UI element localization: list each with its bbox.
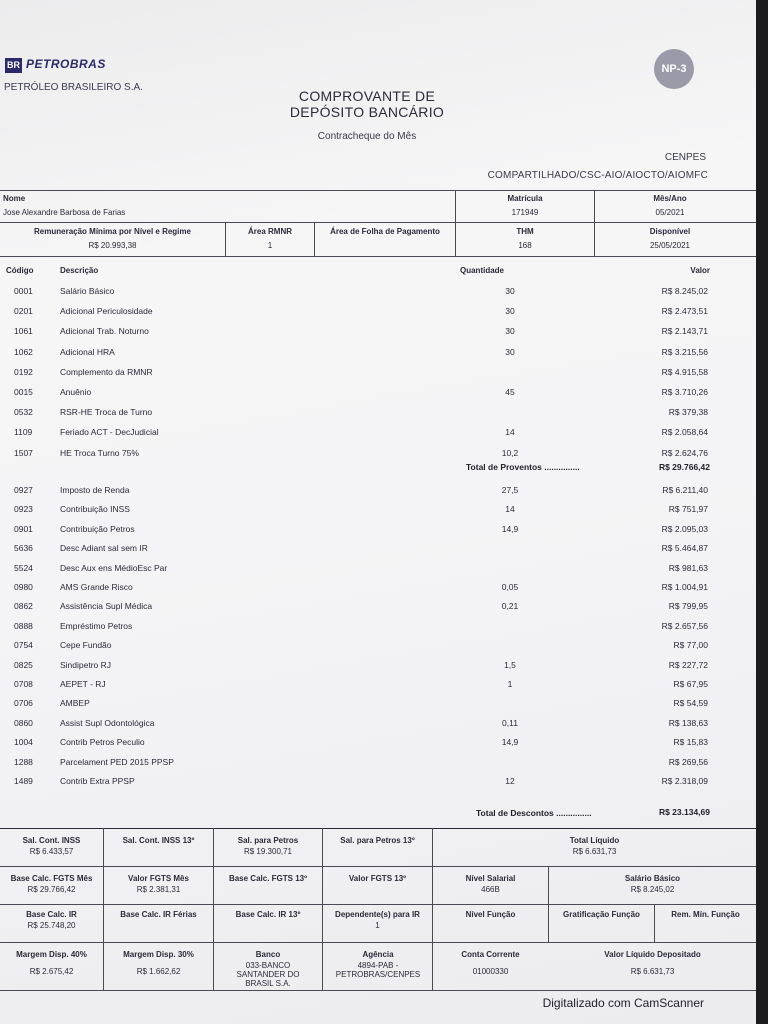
- row-value: R$ 15,83: [673, 737, 708, 748]
- summary-branch-label: Agência: [362, 950, 394, 959]
- payroll-area-label: Área de Folha de Pagamento: [330, 227, 440, 236]
- summary-fgts-13-value-label: Valor FGTS 13º: [348, 874, 407, 883]
- row-description: Adicional Periculosidade: [60, 306, 153, 317]
- row-description: Sindipetro RJ: [60, 659, 112, 670]
- row-code: 1489: [14, 776, 33, 786]
- row-quantity: 45: [505, 387, 515, 397]
- row-description: Complemento da RMNR: [60, 366, 153, 377]
- summary-function-min-pay: [655, 910, 756, 921]
- summary-net-total: [433, 836, 756, 856]
- row-code: 0001: [14, 286, 33, 296]
- row-description: Adicional HRA: [60, 346, 115, 357]
- table-row: [0, 601, 756, 621]
- row-description: AMBEP: [60, 698, 90, 709]
- month-year-label: Mês/Ano: [653, 194, 687, 203]
- row-code: 0754: [14, 640, 33, 651]
- row-code: 0825: [14, 659, 33, 670]
- row-description: Imposto de Renda: [60, 485, 130, 495]
- area-rmnr-value: 1: [267, 241, 273, 250]
- row-quantity: 14: [505, 504, 515, 515]
- summary-margin-30-value: R$ 1.662,62: [136, 967, 181, 976]
- summary-bank-label: Banco: [255, 950, 281, 959]
- summary-ir-dependents-label: Dependente(s) para IR: [335, 910, 420, 919]
- area-rmnr-label: Área RMNR: [247, 227, 292, 236]
- summary-ir-dependents-value: 1: [375, 921, 380, 930]
- row-value: R$ 67,95: [673, 679, 708, 689]
- column-header-value: Valor: [690, 266, 710, 275]
- summary-ir-vacation-base-label: Base Calc. IR Férias: [120, 910, 197, 919]
- table-row: [0, 306, 756, 326]
- column-header-quantity: Quantidade: [460, 266, 505, 275]
- row-description: AEPET - RJ: [60, 679, 106, 689]
- row-code: 0862: [14, 601, 33, 612]
- row-value: R$ 8.245,02: [661, 286, 708, 296]
- row-value: R$ 4.915,58: [661, 366, 708, 377]
- row-description: Adicional Trab. Noturno: [60, 326, 149, 337]
- summary-salary-level-label: Nível Salarial: [465, 874, 516, 883]
- summary-account-label: Conta Corrente: [461, 950, 520, 959]
- row-description: Feriado ACT - DecJudicial: [60, 427, 159, 438]
- row-value: R$ 6.211,40: [662, 485, 708, 495]
- summary-function-bonus-label: Gratificação Função: [563, 910, 640, 919]
- row-value: R$ 981,63: [668, 562, 708, 573]
- summary-function-bonus: [549, 910, 654, 921]
- summary-salary-level: [433, 874, 548, 894]
- row-value: R$ 77,00: [673, 640, 708, 651]
- summary-fgts-13-base: [214, 874, 322, 885]
- row-description: Salário Básico: [60, 286, 115, 296]
- table-row: [0, 504, 756, 524]
- row-code: 1109: [14, 427, 33, 438]
- row-quantity: 30: [505, 306, 515, 317]
- summary-inss-label: Sal. Cont. INSS: [22, 836, 81, 845]
- summary-ir-dependents: [323, 910, 432, 930]
- row-code: 0532: [14, 407, 33, 418]
- summary-margin-40: [0, 950, 103, 976]
- row-description: AMS Grande Risco: [60, 582, 133, 592]
- row-code: 1062: [14, 346, 33, 357]
- summary-account: [433, 950, 548, 976]
- sharing-code: COMPARTILHADO/CSC-AIO/AIOCTO/AIOMFC: [487, 170, 708, 181]
- row-code: 1507: [14, 447, 33, 458]
- row-quantity: 30: [505, 286, 515, 296]
- summary-inss-value: R$ 6.433,57: [29, 847, 74, 856]
- summary-bank-value: 033-BANCO SANTANDER DO BRASIL S.A.: [236, 961, 300, 988]
- row-code: 0927: [14, 485, 33, 495]
- table-row: [0, 286, 756, 306]
- row-quantity: 0,11: [502, 717, 518, 728]
- row-value: R$ 5.464,87: [661, 543, 708, 554]
- row-code: 0888: [14, 620, 33, 631]
- summary-function-level: [433, 910, 548, 921]
- row-value: R$ 227,72: [668, 659, 708, 670]
- column-header-description: Descrição: [60, 266, 99, 275]
- table-row: [0, 448, 756, 468]
- registration-value: 171949: [511, 208, 539, 217]
- table-row: [0, 776, 756, 796]
- row-description: Contrib Petros Peculio: [60, 737, 145, 748]
- document-title-line2: DEPÓSITO BANCÁRIO: [289, 104, 445, 120]
- row-description: Desc Adiant sal sem IR: [60, 543, 148, 554]
- summary-petros-13-label: Sal. para Petros 13º: [340, 836, 415, 845]
- summary-net-deposited-label: Valor Líquido Depositado: [604, 950, 701, 959]
- table-row: [0, 757, 756, 777]
- row-quantity: 0,05: [501, 582, 519, 592]
- summary-ir-base: [0, 910, 103, 930]
- row-code: 0901: [14, 523, 33, 534]
- row-value: R$ 799,95: [668, 601, 708, 612]
- table-row: [0, 621, 756, 641]
- row-description: Parcelament PED 2015 PPSP: [60, 756, 174, 767]
- rmnr-label: Remuneração Mínima por Nível e Regime: [34, 227, 191, 236]
- row-description: Assistência Supl Médica: [60, 601, 153, 612]
- summary-petros-value: R$ 19.300,71: [243, 847, 293, 856]
- table-row: [0, 387, 756, 407]
- row-value: R$ 1.004,91: [661, 582, 708, 592]
- row-quantity: 1,5: [504, 659, 516, 670]
- company-name: PETRÓLEO BRASILEIRO S.A.: [4, 82, 143, 93]
- row-value: R$ 3.710,26: [661, 387, 708, 397]
- summary-inss: [0, 836, 103, 856]
- row-quantity: 14,9: [501, 737, 519, 748]
- available-date-value: 25/05/2021: [649, 241, 691, 250]
- row-code: 5636: [14, 543, 33, 554]
- table-row: [0, 543, 756, 563]
- document-subtitle: Contracheque do Mês: [317, 131, 417, 142]
- petrobras-logo-icon: BR: [5, 58, 22, 73]
- row-quantity: 14,9: [501, 523, 519, 534]
- employee-name: Jose Alexandre Barbosa de Farias: [3, 208, 126, 217]
- total-deductions-label: Total de Descontos ...............: [476, 808, 592, 818]
- total-earnings-label: Total de Proventos ...............: [466, 462, 580, 472]
- month-year-value: 05/2021: [655, 208, 685, 217]
- registration-label: Matrícula: [507, 194, 543, 203]
- row-quantity: 10,2: [501, 447, 519, 458]
- row-quantity: 27,5: [501, 485, 519, 495]
- summary-petros-13: [323, 836, 432, 847]
- summary-bank: [228, 950, 308, 988]
- row-value: R$ 379,38: [668, 407, 708, 418]
- scanner-watermark: Digitalizado com CamScanner: [542, 996, 704, 1010]
- summary-base-salary: [549, 874, 756, 894]
- summary-net-total-label: Total Líquido: [569, 836, 620, 845]
- summary-branch: [333, 950, 423, 979]
- summary-net-deposited: [549, 950, 756, 976]
- summary-ir-vacation-base: [104, 910, 213, 921]
- row-code: 0015: [14, 387, 33, 397]
- row-value: R$ 2.058,64: [661, 427, 708, 438]
- row-value: R$ 269,56: [668, 756, 708, 767]
- table-row: [0, 485, 756, 505]
- row-value: R$ 2.473,51: [661, 306, 708, 317]
- row-quantity: 12: [505, 776, 515, 786]
- summary-fgts-value-label: Valor FGTS Mês: [128, 874, 189, 883]
- summary-function-min-pay-label: Rem. Mín. Função: [671, 910, 740, 919]
- summary-fgts-13-base-label: Base Calc. FGTS 13º: [228, 874, 308, 883]
- summary-base-salary-value: R$ 8.245,02: [630, 885, 675, 894]
- row-description: Contribuição Petros: [60, 523, 135, 534]
- summary-ir-base-value: R$ 25.748,20: [27, 921, 76, 930]
- total-deductions-value: R$ 23.134,69: [658, 807, 710, 817]
- row-code: 0923: [14, 504, 33, 515]
- row-code: 1004: [14, 737, 33, 748]
- row-description: Assist Supl Odontológica: [60, 717, 155, 728]
- row-code: 0980: [14, 582, 33, 592]
- summary-fgts-13-value: [323, 874, 432, 885]
- summary-inss-13: [104, 836, 213, 847]
- scan-dark-edge: [756, 0, 768, 1024]
- summary-function-level-label: Nível Função: [465, 910, 516, 919]
- table-row: [0, 679, 756, 699]
- row-quantity: 14: [505, 427, 515, 438]
- summary-branch-value: 4894-PAB - PETROBRAS/CENPES: [335, 961, 421, 979]
- row-value: R$ 54,59: [673, 698, 708, 709]
- row-description: Anuênio: [60, 387, 92, 397]
- row-value: R$ 3.215,56: [661, 346, 708, 357]
- summary-petros: [214, 836, 322, 856]
- summary-inss-13-label: Sal. Cont. INSS 13º: [122, 836, 195, 845]
- summary-account-value: 01000330: [472, 967, 509, 976]
- table-row: [0, 367, 756, 387]
- table-row: [0, 326, 756, 346]
- summary-margin-30: [104, 950, 213, 976]
- row-value: R$ 2.318,09: [661, 776, 708, 786]
- row-description: Desc Aux ens MédioEsc Par: [60, 562, 168, 573]
- summary-petros-label: Sal. para Petros: [237, 836, 299, 845]
- row-value: R$ 2.624,76: [661, 447, 708, 458]
- document-title-line1: COMPROVANTE DE: [298, 88, 436, 104]
- summary-base-salary-label: Salário Básico: [624, 874, 681, 883]
- row-code: 1061: [14, 326, 33, 337]
- row-code: 0706: [14, 698, 33, 709]
- summary-ir-13-base: [214, 910, 322, 921]
- row-value: R$ 2.657,56: [661, 620, 708, 631]
- summary-margin-30-label: Margem Disp. 30%: [123, 950, 194, 959]
- summary-net-deposited-value: R$ 6.631,73: [630, 967, 675, 976]
- table-row: [0, 718, 756, 738]
- row-value: R$ 138,63: [668, 717, 708, 728]
- row-description: HE Troca Turno 75%: [60, 447, 139, 458]
- row-description: Contrib Extra PPSP: [60, 776, 135, 786]
- row-description: Contribuição INSS: [60, 504, 130, 515]
- row-code: 1288: [14, 756, 33, 767]
- row-code: 0201: [14, 306, 33, 317]
- summary-fgts-value: [104, 874, 213, 894]
- row-code: 0708: [14, 679, 33, 689]
- summary-margin-40-label: Margem Disp. 40%: [16, 950, 87, 959]
- row-quantity: 0,21: [501, 601, 519, 612]
- thm-label: THM: [516, 227, 534, 236]
- row-quantity: 1: [507, 679, 513, 689]
- column-header-code: Código: [6, 266, 34, 275]
- table-row: [0, 737, 756, 757]
- name-label: Nome: [3, 194, 26, 203]
- row-value: R$ 751,97: [668, 504, 708, 515]
- summary-net-total-value: R$ 6.631,73: [572, 847, 617, 856]
- table-row: [0, 407, 756, 427]
- table-row: [0, 640, 756, 660]
- table-row: [0, 524, 756, 544]
- summary-salary-level-value: 466B: [481, 885, 500, 894]
- available-date-label: Disponível: [649, 227, 691, 236]
- summary-fgts-value-value: R$ 2.381,31: [136, 885, 181, 894]
- total-earnings-value: R$ 29.766,42: [658, 462, 710, 472]
- row-value: R$ 2.143,71: [661, 326, 708, 337]
- np-badge: NP-3: [654, 49, 694, 89]
- row-code: 0192: [14, 366, 33, 377]
- row-quantity: 30: [505, 346, 515, 357]
- company-logo-text: PETROBRAS: [26, 57, 106, 71]
- summary-fgts-base-value: R$ 29.766,42: [27, 885, 76, 894]
- table-row: [0, 427, 756, 447]
- row-description: RSR-HE Troca de Turno: [60, 407, 153, 418]
- row-code: 0860: [14, 717, 33, 728]
- row-quantity: 30: [505, 326, 515, 337]
- table-row: [0, 660, 756, 680]
- row-code: 5524: [14, 562, 33, 573]
- unit-name: CENPES: [664, 152, 706, 163]
- table-row: [0, 563, 756, 583]
- row-description: Empréstimo Petros: [60, 620, 133, 631]
- rmnr-value: R$ 20.993,38: [88, 241, 137, 250]
- summary-margin-40-value: R$ 2.675,42: [29, 967, 74, 976]
- summary-ir-13-base-label: Base Calc. IR 13º: [235, 910, 301, 919]
- table-row: [0, 347, 756, 367]
- row-value: R$ 2.095,03: [661, 523, 708, 534]
- thm-value: 168: [518, 241, 532, 250]
- table-row: [0, 698, 756, 718]
- row-description: Cepe Fundão: [60, 640, 112, 651]
- summary-fgts-base: [0, 874, 103, 894]
- table-row: [0, 582, 756, 602]
- summary-fgts-base-label: Base Calc. FGTS Mês: [10, 874, 93, 883]
- summary-ir-base-label: Base Calc. IR: [26, 910, 77, 919]
